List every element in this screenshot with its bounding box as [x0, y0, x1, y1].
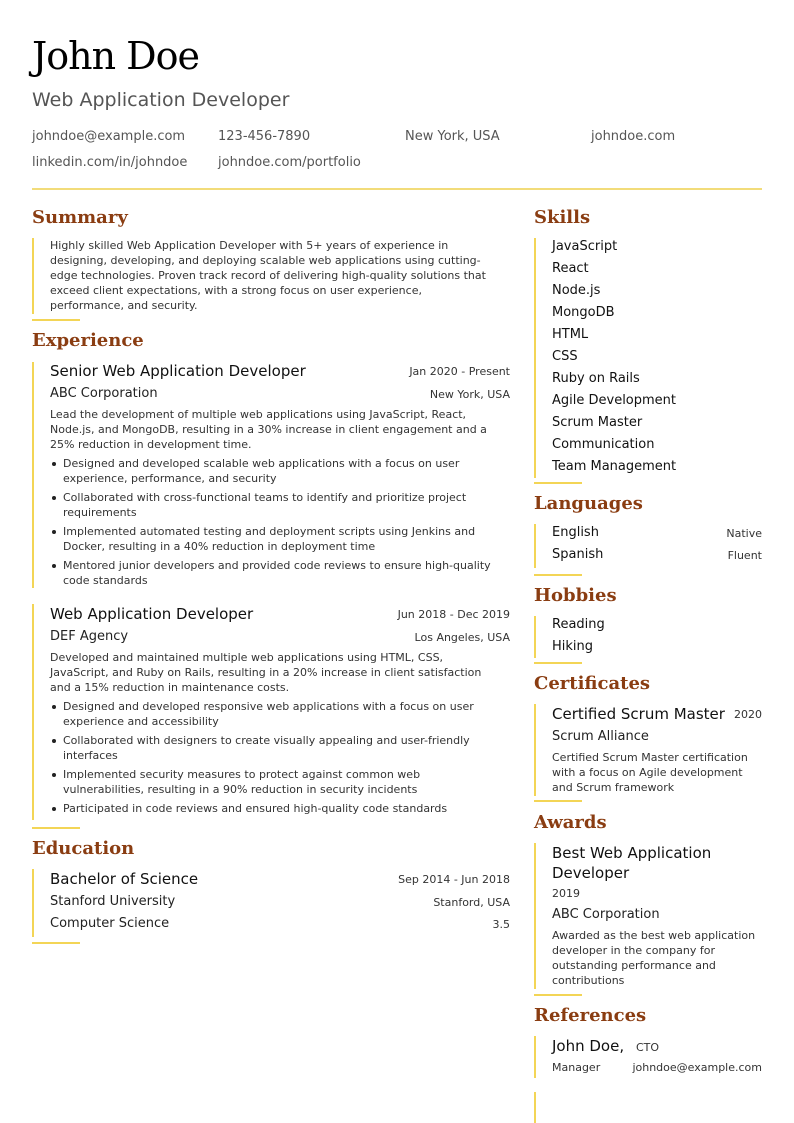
skill-item: Communication	[552, 437, 655, 452]
website-link[interactable]: johndoe.com	[591, 129, 676, 144]
candidate-name: John Doe	[32, 34, 199, 78]
job-1-dates: Jan 2020 - Present	[409, 365, 510, 378]
linkedin-link[interactable]: linkedin.com/in/johndoe	[32, 155, 188, 170]
reference-position: Manager	[552, 1061, 601, 1074]
resume-page: John Doe Web Application Developer johndoe@example.com 123-456-7890 New York, USA johndoe.com linkedin.com/in/johndoe johndoe.com/portfolio Summary Highly skilled Web Application Developer with 5+ years of experience in designing, developing, and deploying scalable web applications using cutting- edge technologies. Proven track record of delivering high-quality solutions that exceed client expectations, with a strong focus on user experience, performance, and security. Experience Senior Web Application Developer Jan 2020 - Present ABC Corporation New York, USA Lead the development of multiple web applications using JavaScript, React, Node.js, and MongoDB, resulting in a 30% increase in client engagement and a 25% reduction in development time. Designed and developed scalable web applications with a focus on user experience, performance, and security Collaborated with cross-functional teams to identify and prioritize project requirements Implemented automated testing and deployment scripts using Jenkins and Docker, resulting in a 40% reduction in deployment time Mentored junior developers and provided code reviews to ensure high-quality code standards Web Application Developer Jun 2018 - Dec 2019 DEF Agency Los Angeles, USA Developed and maintained multiple web applications using HTML, CSS, JavaScript, and Ruby on Rails, resulting in a 20% increase in client satisfaction and a 15% reduction in maintenance costs. Designed and developed responsive web applications with a focus on user experience and accessibility Collaborated with designers to create visually appealing and user-friendly interfaces Implemented security measures to protect against common web vulnerabilities, resulting in a 90% reduction in security incidents Participated in code reviews and ensured high-quality code standards Education Bachelor of Science Sep 2014 - Jun 2018 Stanford University Stanford, USA Computer Science 3.5 Skills JavaScript React Node.js MongoDB HTML CSS Ruby on Rails Agile Development Scrum Master Communication Team Management Languages English Native Spanish Fluent Hobbies Reading Hiking Certificates Certified Scrum Master 2020 Scrum Alliance Certified Scrum Master certification with a focus on Agile development and Scrum framework Awards Best Web Application Developer 2019 ABC Corporation Awarded as the best web application developer in the company for outstanding performance and contributions References John Doe, CTO Manager johndoe@example.com	[0, 0, 794, 1123]
certificate-issuer: Scrum Alliance	[552, 729, 649, 744]
portfolio-link[interactable]: johndoe.com/portfolio	[218, 155, 361, 170]
skill-item: MongoDB	[552, 305, 615, 320]
skill-item: Ruby on Rails	[552, 371, 640, 386]
skills-accent-bar	[534, 238, 536, 478]
languages-divider	[534, 574, 582, 576]
language-level: Native	[726, 527, 762, 540]
education-location: Stanford, USA	[433, 896, 510, 909]
certificates-accent-bar	[534, 704, 536, 796]
references-trailing-bar	[534, 1092, 536, 1123]
hobbies-divider	[534, 662, 582, 664]
job-1-bullet: Mentored junior developers and provided code reviews to ensure high-quality code standards	[50, 558, 491, 588]
education-divider	[32, 942, 80, 944]
education-field: Computer Science	[50, 916, 170, 931]
job-1-desc-line: Lead the development of multiple web applications using JavaScript, React,	[50, 408, 467, 421]
education-heading: Education	[32, 838, 135, 859]
certificate-desc-line: Certified Scrum Master certification	[552, 751, 748, 764]
award-desc-line: outstanding performance and	[552, 959, 716, 972]
job-2-accent-bar	[32, 604, 34, 820]
header-divider	[32, 188, 762, 190]
job-2-role: Web Application Developer	[50, 605, 254, 623]
job-2-desc-line: Developed and maintained multiple web applications using HTML, CSS,	[50, 651, 444, 664]
summary-heading: Summary	[32, 207, 128, 228]
hobbies-heading: Hobbies	[534, 585, 617, 606]
award-name: Developer	[552, 864, 630, 882]
job-2-bullet: Participated in code reviews and ensured high-quality code standards	[50, 801, 447, 816]
education-accent-bar	[32, 869, 34, 937]
skill-item: HTML	[552, 327, 589, 342]
candidate-title: Web Application Developer	[32, 89, 290, 111]
skill-item: React	[552, 261, 589, 276]
skills-divider	[534, 482, 582, 484]
job-1-desc-line: 25% reduction in development time.	[50, 438, 252, 451]
skill-item: Scrum Master	[552, 415, 643, 430]
skill-item: JavaScript	[552, 239, 618, 254]
award-desc-line: Awarded as the best web application	[552, 929, 756, 942]
job-2-bullet: Designed and developed responsive web applications with a focus on user experience and accessibility	[50, 699, 474, 729]
skill-item: Team Management	[552, 459, 677, 474]
job-1-location: New York, USA	[429, 388, 510, 401]
language-name: English	[552, 525, 599, 540]
certificates-divider	[534, 800, 582, 802]
phone-text: 123-456-7890	[218, 129, 311, 144]
job-1-bullet: Collaborated with cross-functional teams to identify and prioritize project requirements	[50, 490, 466, 520]
skill-item: Agile Development	[552, 393, 677, 408]
awards-accent-bar	[534, 843, 536, 989]
references-accent-bar	[534, 1036, 536, 1078]
award-year: 2019	[552, 887, 580, 900]
job-2-location: Los Angeles, USA	[414, 631, 510, 644]
award-desc-line: contributions	[552, 974, 625, 987]
job-1-bullet: Implemented automated testing and deployment scripts using Jenkins and Docker, resulting in a 40% reduction in deployment time	[50, 524, 475, 554]
hobby-item: Reading	[552, 617, 605, 632]
education-degree: Bachelor of Science	[50, 870, 199, 888]
experience-heading: Experience	[32, 330, 144, 351]
location-text: New York, USA	[405, 129, 500, 144]
certificates-heading: Certificates	[534, 673, 651, 694]
experience-divider	[32, 827, 80, 829]
award-name: Best Web Application	[552, 844, 712, 862]
job-1-desc-line: Node.js, and MongoDB, resulting in a 30% increase in client engagement and a	[50, 423, 487, 436]
certificate-desc-line: and Scrum framework	[552, 781, 675, 794]
summary-accent-bar	[32, 238, 34, 314]
job-2-desc-line: JavaScript, and Ruby on Rails, resulting in a 20% increase in client satisfaction	[50, 666, 482, 679]
award-issuer: ABC Corporation	[552, 907, 660, 922]
award-desc-line: developer in the company for	[552, 944, 715, 957]
job-2-desc-line: and a 15% reduction in maintenance costs.	[50, 681, 290, 694]
job-2-bullet: Collaborated with designers to create visually appealing and user-friendly interfaces	[50, 733, 470, 763]
languages-accent-bar	[534, 524, 536, 568]
awards-divider	[534, 994, 582, 996]
reference-email[interactable]: johndoe@example.com	[632, 1061, 762, 1074]
education-gpa: 3.5	[492, 918, 510, 931]
languages-heading: Languages	[534, 493, 643, 514]
job-1-accent-bar	[32, 362, 34, 588]
education-dates: Sep 2014 - Jun 2018	[398, 873, 510, 886]
certificate-year: 2020	[734, 708, 762, 721]
certificate-name: Certified Scrum Master	[552, 705, 725, 723]
job-1-bullet: Designed and developed scalable web applications with a focus on user experience, performance, and security	[50, 456, 459, 486]
job-1-role: Senior Web Application Developer	[50, 362, 306, 380]
education-school: Stanford University	[50, 894, 176, 909]
certificate-desc-line: with a focus on Agile development	[552, 766, 743, 779]
hobbies-accent-bar	[534, 616, 536, 658]
summary-divider	[32, 319, 80, 321]
skill-item: CSS	[552, 349, 578, 364]
language-level: Fluent	[727, 549, 762, 562]
skill-item: Node.js	[552, 283, 601, 298]
reference-name: John Doe,	[552, 1037, 625, 1055]
skills-heading: Skills	[534, 207, 591, 228]
reference-role: CTO	[636, 1041, 660, 1054]
job-2-bullet: Implemented security measures to protect against common web vulnerabilities, resulting in a 90% reduction in security incidents	[50, 767, 420, 797]
job-1-company: ABC Corporation	[50, 386, 158, 401]
hobby-item: Hiking	[552, 639, 594, 654]
language-name: Spanish	[552, 547, 604, 562]
awards-heading: Awards	[534, 812, 607, 833]
job-2-company: DEF Agency	[50, 629, 129, 644]
email-link[interactable]: johndoe@example.com	[32, 129, 186, 144]
references-heading: References	[534, 1005, 647, 1026]
job-2-dates: Jun 2018 - Dec 2019	[397, 608, 510, 621]
